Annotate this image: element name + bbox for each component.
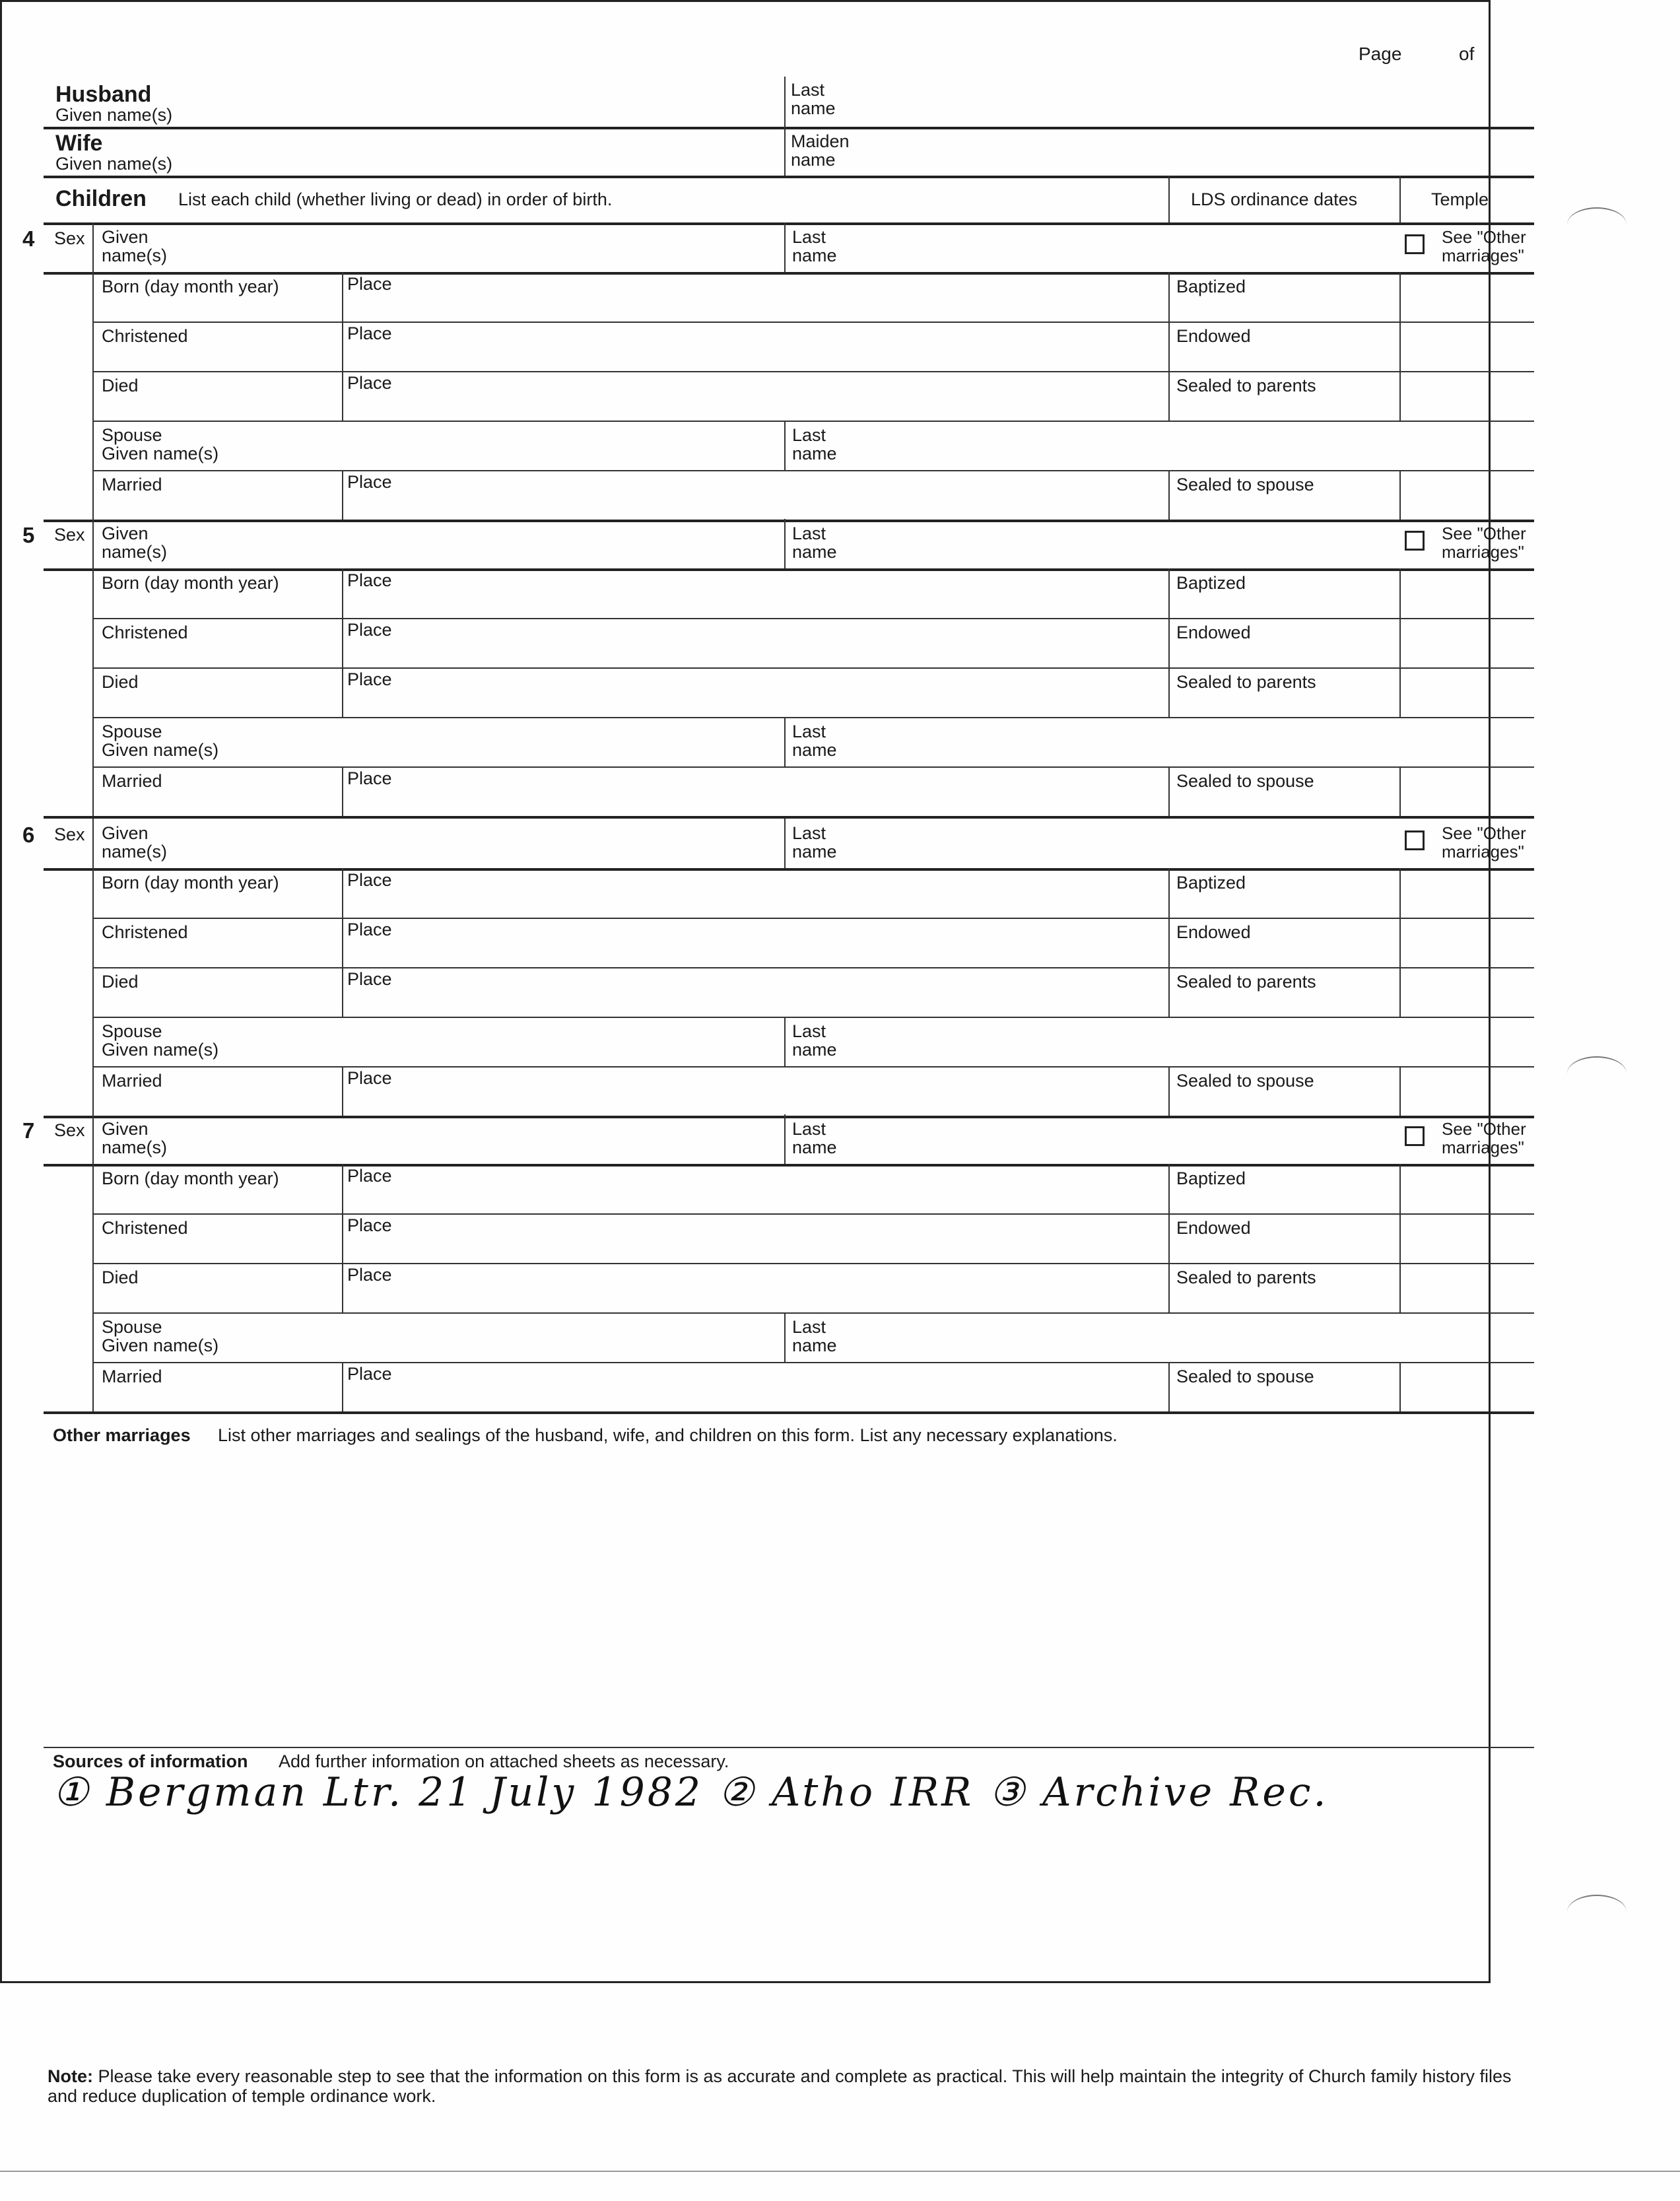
- married-label: Married: [102, 1367, 162, 1386]
- given-name-label: Given name(s): [102, 1119, 168, 1157]
- died-label: Died: [102, 972, 139, 992]
- place-label: Place: [347, 620, 392, 640]
- child-number: 5: [22, 523, 35, 547]
- christened-label: Christened: [102, 326, 188, 346]
- wife-maiden-label: Maiden name: [791, 131, 850, 170]
- christened-label: Christened: [102, 922, 188, 942]
- sex-label: Sex: [54, 1120, 85, 1140]
- last-name-label: Last name: [792, 524, 837, 562]
- divider: [92, 819, 94, 1116]
- divider: [1399, 272, 1401, 421]
- child-number: 7: [22, 1118, 35, 1143]
- page-label: Page: [1359, 44, 1402, 64]
- sealed-to-spouse-label: Sealed to spouse: [1176, 475, 1314, 494]
- divider: [342, 1066, 343, 1116]
- baptized-label: Baptized: [1176, 873, 1246, 893]
- divider: [1399, 868, 1401, 1017]
- divider: [784, 717, 786, 766]
- place-label: Place: [347, 969, 392, 989]
- divider: [784, 1312, 786, 1362]
- last-name-label: Last name: [792, 823, 837, 862]
- see-other-marriages-checkbox[interactable]: [1405, 830, 1425, 850]
- died-label: Died: [102, 376, 139, 395]
- divider: [1399, 470, 1401, 520]
- given-name-label: Given name(s): [102, 524, 168, 562]
- place-label: Place: [347, 472, 392, 492]
- place-label: Place: [347, 1166, 392, 1186]
- endowed-label: Endowed: [1176, 326, 1251, 346]
- sources-title: Sources of information: [53, 1751, 248, 1771]
- baptized-label: Baptized: [1176, 1168, 1246, 1188]
- divider: [1399, 1362, 1401, 1411]
- place-label: Place: [347, 1068, 392, 1088]
- place-label: Place: [347, 1215, 392, 1235]
- note-text: Please take every reasonable step to see that the information on this form is as accurate and complete as practical. This will help maintain the integrity of Church family history files and reduce duplication of temple ordinance work.: [48, 2066, 1512, 2106]
- endowed-label: Endowed: [1176, 1218, 1251, 1238]
- married-label: Married: [102, 771, 162, 791]
- place-label: Place: [347, 323, 392, 343]
- divider: [44, 868, 1534, 871]
- married-label: Married: [102, 1071, 162, 1091]
- divider: [44, 816, 1534, 819]
- divider: [44, 1164, 1534, 1167]
- divider: [1399, 176, 1401, 223]
- sealed-to-spouse-label: Sealed to spouse: [1176, 1367, 1314, 1386]
- binder-hole-mark: [1567, 1895, 1627, 1929]
- divider: [784, 1114, 786, 1164]
- divider: [1168, 176, 1170, 223]
- place-label: Place: [347, 1265, 392, 1285]
- divider: [92, 918, 1534, 919]
- husband-heading: Husband: [55, 82, 152, 107]
- binder-hole-mark: [1567, 1056, 1627, 1091]
- divider: [784, 77, 786, 176]
- spouse-last-label: Last name: [792, 425, 837, 463]
- divider: [342, 272, 343, 421]
- sex-label: Sex: [54, 228, 85, 248]
- christened-label: Christened: [102, 623, 188, 642]
- sealed-parents-label: Sealed to parents: [1176, 1268, 1316, 1287]
- wife-given-label: Given name(s): [55, 154, 173, 174]
- temple-header: Temple: [1431, 189, 1489, 209]
- see-other-marriages-label: See "Other marriages": [1442, 524, 1526, 562]
- divider: [1399, 1164, 1401, 1312]
- divider: [1168, 568, 1170, 717]
- divider: [92, 222, 94, 520]
- divider: [92, 371, 1534, 372]
- divider: [342, 1164, 343, 1312]
- of-label: of: [1459, 44, 1475, 64]
- divider: [44, 127, 1534, 129]
- see-other-marriages-checkbox[interactable]: [1405, 1126, 1425, 1146]
- divider: [44, 222, 1534, 225]
- page-edge-line: [0, 2171, 1680, 2172]
- divider: [92, 519, 94, 816]
- endowed-label: Endowed: [1176, 922, 1251, 942]
- died-label: Died: [102, 1268, 139, 1287]
- born-label: Born (day month year): [102, 573, 279, 593]
- baptized-label: Baptized: [1176, 573, 1246, 593]
- spouse-last-label: Last name: [792, 1317, 837, 1355]
- divider: [784, 222, 786, 272]
- divider: [44, 1411, 1534, 1414]
- husband-last-label: Last name: [791, 80, 836, 118]
- born-label: Born (day month year): [102, 873, 279, 893]
- sealed-to-spouse-label: Sealed to spouse: [1176, 1071, 1314, 1091]
- child-number: 6: [22, 823, 35, 847]
- divider: [1168, 868, 1170, 1017]
- born-label: Born (day month year): [102, 277, 279, 296]
- sealed-parents-label: Sealed to parents: [1176, 376, 1316, 395]
- see-other-marriages-checkbox[interactable]: [1405, 234, 1425, 254]
- child-number: 4: [22, 226, 35, 251]
- other-marriages-title: Other marriages: [53, 1425, 191, 1445]
- married-label: Married: [102, 475, 162, 494]
- sources-instructions: Add further information on attached sheets as necessary.: [279, 1751, 729, 1771]
- sealed-parents-label: Sealed to parents: [1176, 972, 1316, 992]
- divider: [92, 1312, 1534, 1314]
- divider: [92, 967, 1534, 968]
- footer-note: [48, 2066, 1513, 2106]
- divider: [92, 1213, 1534, 1215]
- divider: [44, 176, 1534, 178]
- divider: [784, 1017, 786, 1066]
- divider: [784, 519, 786, 568]
- divider: [92, 470, 1534, 471]
- divider: [92, 667, 1534, 669]
- endowed-label: Endowed: [1176, 623, 1251, 642]
- place-label: Place: [347, 669, 392, 689]
- divider: [92, 1066, 1534, 1067]
- divider: [342, 470, 343, 520]
- spouse-last-label: Last name: [792, 722, 837, 760]
- other-marriages-instructions: List other marriages and sealings of the husband, wife, and children on this form. List any necessary explanations.: [218, 1425, 1118, 1445]
- divider: [92, 717, 1534, 718]
- died-label: Died: [102, 672, 139, 692]
- divider: [784, 421, 786, 470]
- given-name-label: Given name(s): [102, 823, 168, 862]
- divider: [342, 766, 343, 816]
- divider: [92, 322, 1534, 323]
- handwritten-sources: ① Bergman Ltr. 21 July 1982 ② Atho IRR ③ Archive Rec.: [53, 1769, 1329, 1815]
- baptized-label: Baptized: [1176, 277, 1246, 296]
- divider: [44, 568, 1534, 571]
- spouse-given-label: Spouse Given name(s): [102, 1021, 219, 1060]
- place-label: Place: [347, 373, 392, 393]
- place-label: Place: [347, 920, 392, 939]
- divider: [1399, 766, 1401, 816]
- divider: [44, 1116, 1534, 1118]
- divider: [92, 421, 1534, 422]
- divider: [92, 1114, 94, 1411]
- divider: [1168, 766, 1170, 816]
- binder-hole-mark: [1567, 207, 1627, 242]
- see-other-marriages-label: See "Other marriages": [1442, 227, 1526, 265]
- divider: [1168, 470, 1170, 520]
- divider: [342, 568, 343, 717]
- divider: [784, 819, 786, 868]
- divider: [92, 766, 1534, 768]
- place-label: Place: [347, 768, 392, 788]
- divider: [44, 272, 1534, 275]
- see-other-marriages-checkbox[interactable]: [1405, 531, 1425, 551]
- husband-given-label: Given name(s): [55, 105, 173, 125]
- see-other-marriages-label: See "Other marriages": [1442, 1119, 1526, 1157]
- born-label: Born (day month year): [102, 1168, 279, 1188]
- divider: [1168, 1362, 1170, 1411]
- sex-label: Sex: [54, 825, 85, 844]
- spouse-given-label: Spouse Given name(s): [102, 425, 219, 463]
- place-label: Place: [347, 870, 392, 890]
- divider: [44, 520, 1534, 522]
- wife-heading: Wife: [55, 131, 103, 156]
- note-label: Note:: [48, 2066, 93, 2086]
- divider: [1168, 1164, 1170, 1312]
- divider: [342, 1362, 343, 1411]
- spouse-given-label: Spouse Given name(s): [102, 722, 219, 760]
- sealed-to-spouse-label: Sealed to spouse: [1176, 771, 1314, 791]
- spouse-last-label: Last name: [792, 1021, 837, 1060]
- see-other-marriages-label: See "Other marriages": [1442, 823, 1526, 862]
- children-heading: Children: [55, 186, 147, 211]
- divider: [1399, 1066, 1401, 1116]
- given-name-label: Given name(s): [102, 227, 168, 265]
- children-instructions: List each child (whether living or dead) in order of birth.: [178, 189, 613, 209]
- spouse-given-label: Spouse Given name(s): [102, 1317, 219, 1355]
- last-name-label: Last name: [792, 227, 837, 265]
- divider: [92, 1362, 1534, 1363]
- sex-label: Sex: [54, 525, 85, 545]
- place-label: Place: [347, 1364, 392, 1384]
- divider: [92, 1263, 1534, 1264]
- christened-label: Christened: [102, 1218, 188, 1238]
- divider: [92, 618, 1534, 619]
- lds-ordinance-dates-header: LDS ordinance dates: [1191, 189, 1358, 209]
- place-label: Place: [347, 570, 392, 590]
- divider: [1399, 568, 1401, 717]
- last-name-label: Last name: [792, 1119, 837, 1157]
- divider: [1168, 1066, 1170, 1116]
- place-label: Place: [347, 274, 392, 294]
- divider: [342, 868, 343, 1017]
- divider: [1168, 272, 1170, 421]
- divider: [92, 1017, 1534, 1018]
- sealed-parents-label: Sealed to parents: [1176, 672, 1316, 692]
- divider: [44, 1747, 1534, 1748]
